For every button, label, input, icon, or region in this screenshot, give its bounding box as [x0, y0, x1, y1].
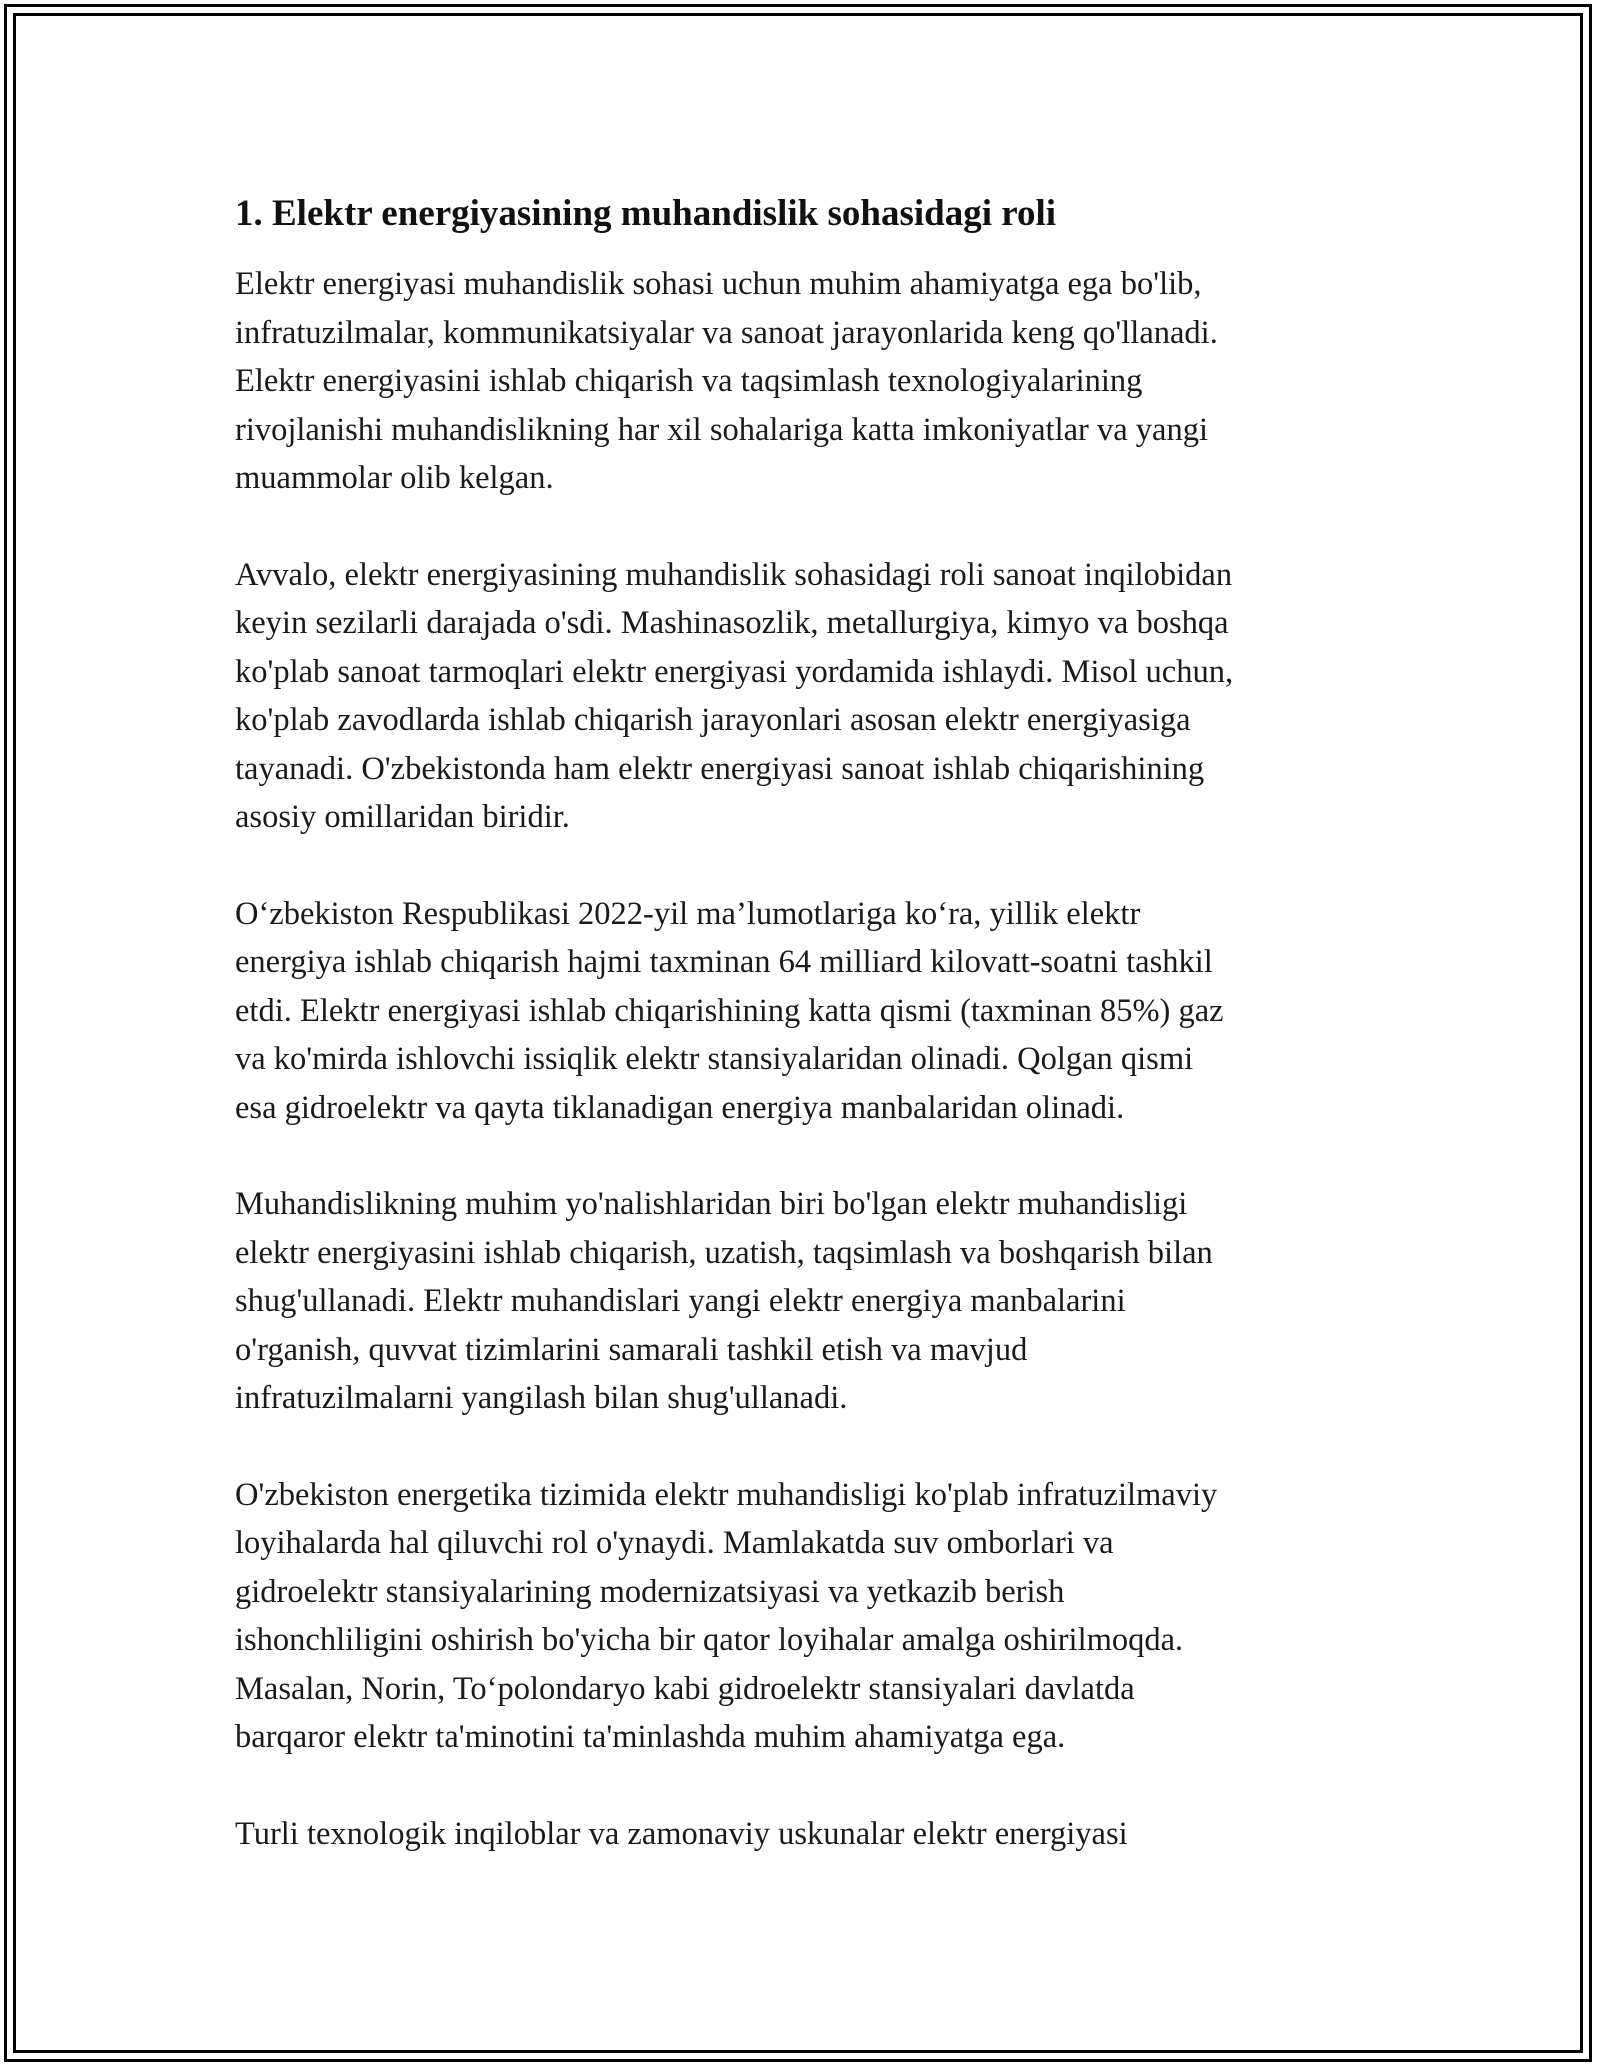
paragraph-6: Turli texnologik inqiloblar va zamonaviy uskunalar elektr energiyasi: [235, 1815, 1128, 1852]
paragraph-3: O‘zbekiston Respublikasi 2022-yil ma’lumotlariga ko‘ra, yillik elektr energiya ishlab chiqarish hajmi taxminan 64 milliard kilovatt-soatni tashkil etdi. Elektr energiyasi ishlab chiqarishining katta qismi (taxminan 85%) gaz va ko'mirda ishlovchi issiqlik elektr stansiyalaridan olinadi. Qolgan qismi esa gidroelektr va qayta tiklanadigan energiya manbalaridan olinadi.: [235, 895, 1224, 1126]
paragraph-1: Elektr energiyasi muhandislik sohasi uchun muhim ahamiyatga ega bo'lib, infratuzilmalar, kommunikatsiyalar va sanoat jarayonlarida keng qo'llanadi. Elektr energiyasini ishlab chiqarish va taqsimlash texnologiyalarining rivojlanishi muhandislikning har xil sohalariga katta imkoniyatlar va yangi muammolar olib kelgan.: [235, 266, 1218, 496]
paragraph-5: O'zbekiston energetika tizimida elektr muhandisligi ko'plab infratuzilmaviy loyihalarda hal qiluvchi rol o'ynaydi. Mamlakatda suv omborlari va gidroelektr stansiyalarining modernizatsiyasi va yetkazib berish ishonchliligini oshirish bo'yicha bir qator loyihalar amalga oshirilmoqda. Masalan, Norin, To‘polondaryo kabi gidroelektr stansiyalari davlatda barqaror elektr ta'minotini ta'minlashda muhim ahamiyatga ega.: [235, 1476, 1218, 1755]
paragraph-2: Avvalo, elektr energiyasining muhandislik sohasidagi roli sanoat inqilobidan keyin sezilarli darajada o'sdi. Mashinasozlik, metallurgiya, kimyo va boshqa ko'plab sanoat tarmoqlari elektr energiyasi yordamida ishlaydi. Misol uchun, ko'plab zavodlarda ishlab chiqarish jarayonlari asosan elektr energiyasiga tayanadi. O'zbekistonda ham elektr energiyasi sanoat ishlab chiqarishining asosiy omillaridan biridir.: [235, 556, 1234, 835]
paragraph-4: Muhandislikning muhim yo'nalishlaridan biri bo'lgan elektr muhandisligi elektr energiyasini ishlab chiqarish, uzatish, taqsimlash va boshqarish bilan shug'ullanadi. Elektr muhandislari yangi elektr energiya manbalarini o'rganish, quvvat tizimlarini samarali tashkil etish va mavjud infratuzilmalarni yangilash bilan shug'ullanadi.: [235, 1186, 1213, 1416]
section-heading: 1. Elektr energiyasining muhandislik sohasidagi roli: [235, 193, 1057, 234]
document-body: [235, 190, 1395, 1906]
